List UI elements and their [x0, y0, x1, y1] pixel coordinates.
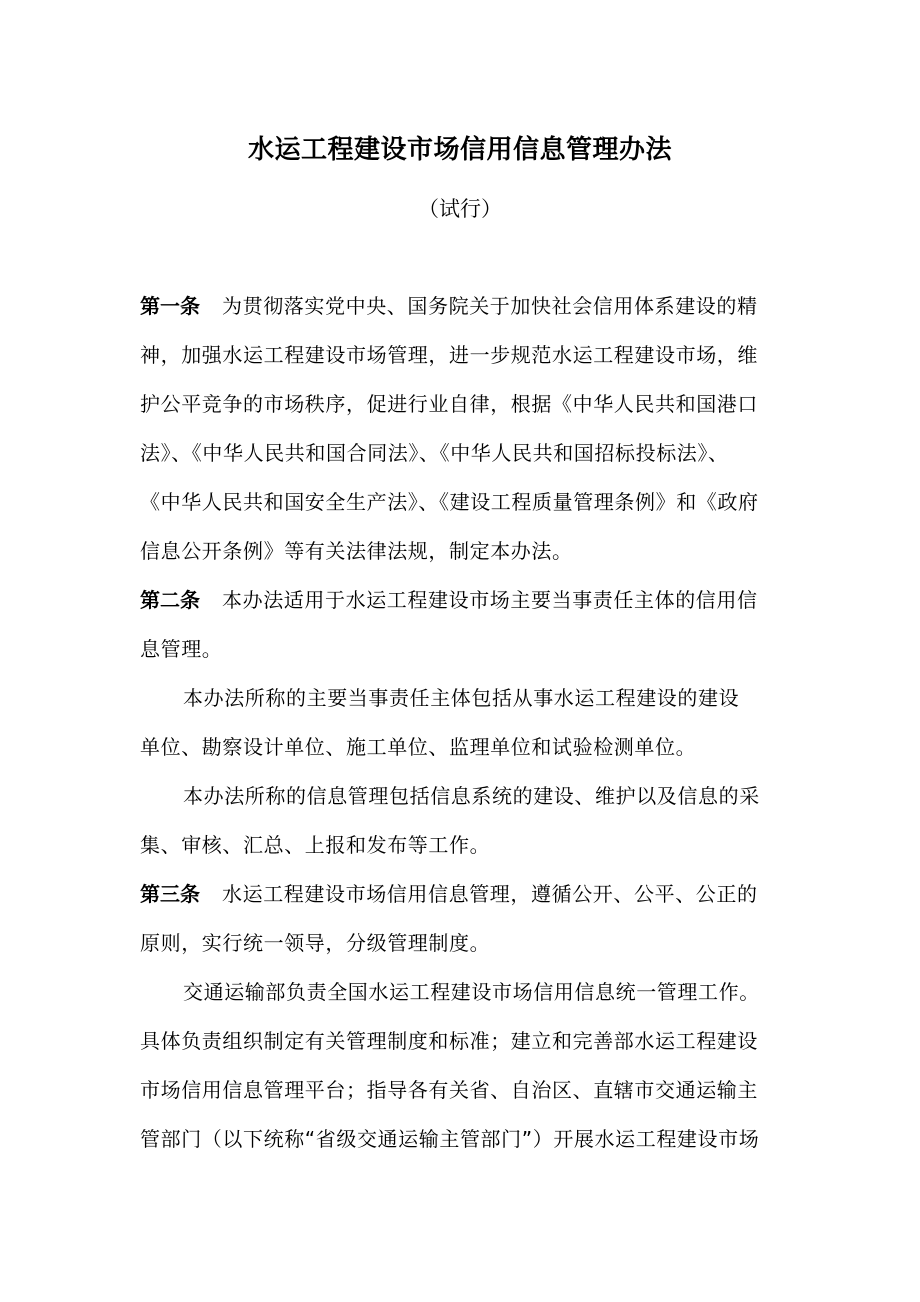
body-line — [140, 386, 800, 435]
line-text: 本办法所称的主要当事责任主体包括从事水运工程建设的建设 — [183, 686, 740, 710]
line-text: 《中华人民共和国安全生产法》、《建设工程质量管理条例》和《政府 — [140, 490, 759, 514]
body-line — [140, 533, 800, 582]
line-text: 具体负责组织制定有关管理制度和标准；建立和完善部水运工程建设 — [140, 1029, 758, 1053]
article-heading: 第三条 — [140, 882, 200, 906]
body-line — [140, 1121, 800, 1170]
body-line — [140, 925, 800, 974]
line-text: 单位、勘察设计单位、施工单位、监理单位和试验检测单位。 — [140, 735, 697, 759]
line-text: 息管理。 — [140, 637, 223, 661]
line-text: 管部门（以下统称“省级交通运输主管部门”）开展水运工程建设市场 — [140, 1127, 760, 1151]
body-line — [140, 435, 800, 484]
line-text: 本办法所称的信息管理包括信息系统的建设、维护以及信息的采 — [183, 784, 760, 808]
body-line — [140, 974, 800, 1023]
body-line — [140, 1072, 800, 1121]
line-text: 市场信用信息管理平台；指导各有关省、自治区、直辖市交通运输主 — [140, 1078, 758, 1102]
line-text: 水运工程建设市场信用信息管理，遵循公开、公平、公正的 — [222, 882, 758, 906]
line-text: 原则，实行统一领导，分级管理制度。 — [140, 931, 491, 955]
body-line — [140, 729, 800, 778]
document-body — [140, 288, 800, 1170]
body-line — [140, 680, 800, 729]
body-line — [140, 778, 800, 827]
line-text: 集、审核、汇总、上报和发布等工作。 — [140, 833, 491, 857]
line-text: 护公平竞争的市场秩序，促进行业自律，根据《中华人民共和国港口 — [140, 392, 758, 416]
document-title: 水运工程建设市场信用信息管理办法 — [247, 135, 672, 165]
line-text: 法》、《中华人民共和国合同法》、《中华人民共和国招标投标法》、 — [140, 441, 729, 465]
article-heading: 第一条 — [140, 294, 200, 318]
line-text: 交通运输部负责全国水运工程建设市场信用信息统一管理工作。 — [183, 980, 760, 1004]
body-line — [140, 631, 800, 680]
body-line — [140, 827, 800, 876]
body-line — [140, 1023, 800, 1072]
body-line — [140, 484, 800, 533]
body-line — [140, 337, 800, 386]
line-text: 本办法适用于水运工程建设市场主要当事责任主体的信用信 — [222, 588, 758, 612]
body-line — [140, 582, 800, 631]
line-text: 信息公开条例》等有关法律法规，制定本办法。 — [140, 539, 573, 563]
article-heading: 第二条 — [140, 588, 200, 612]
body-line — [140, 876, 800, 925]
line-text: 为贯彻落实党中央、国务院关于加快社会信用体系建设的精 — [222, 294, 758, 318]
line-text: 神，加强水运工程建设市场管理，进一步规范水运工程建设市场，维 — [140, 343, 758, 367]
document-subtitle: （试行） — [418, 197, 502, 221]
body-line — [140, 288, 800, 337]
